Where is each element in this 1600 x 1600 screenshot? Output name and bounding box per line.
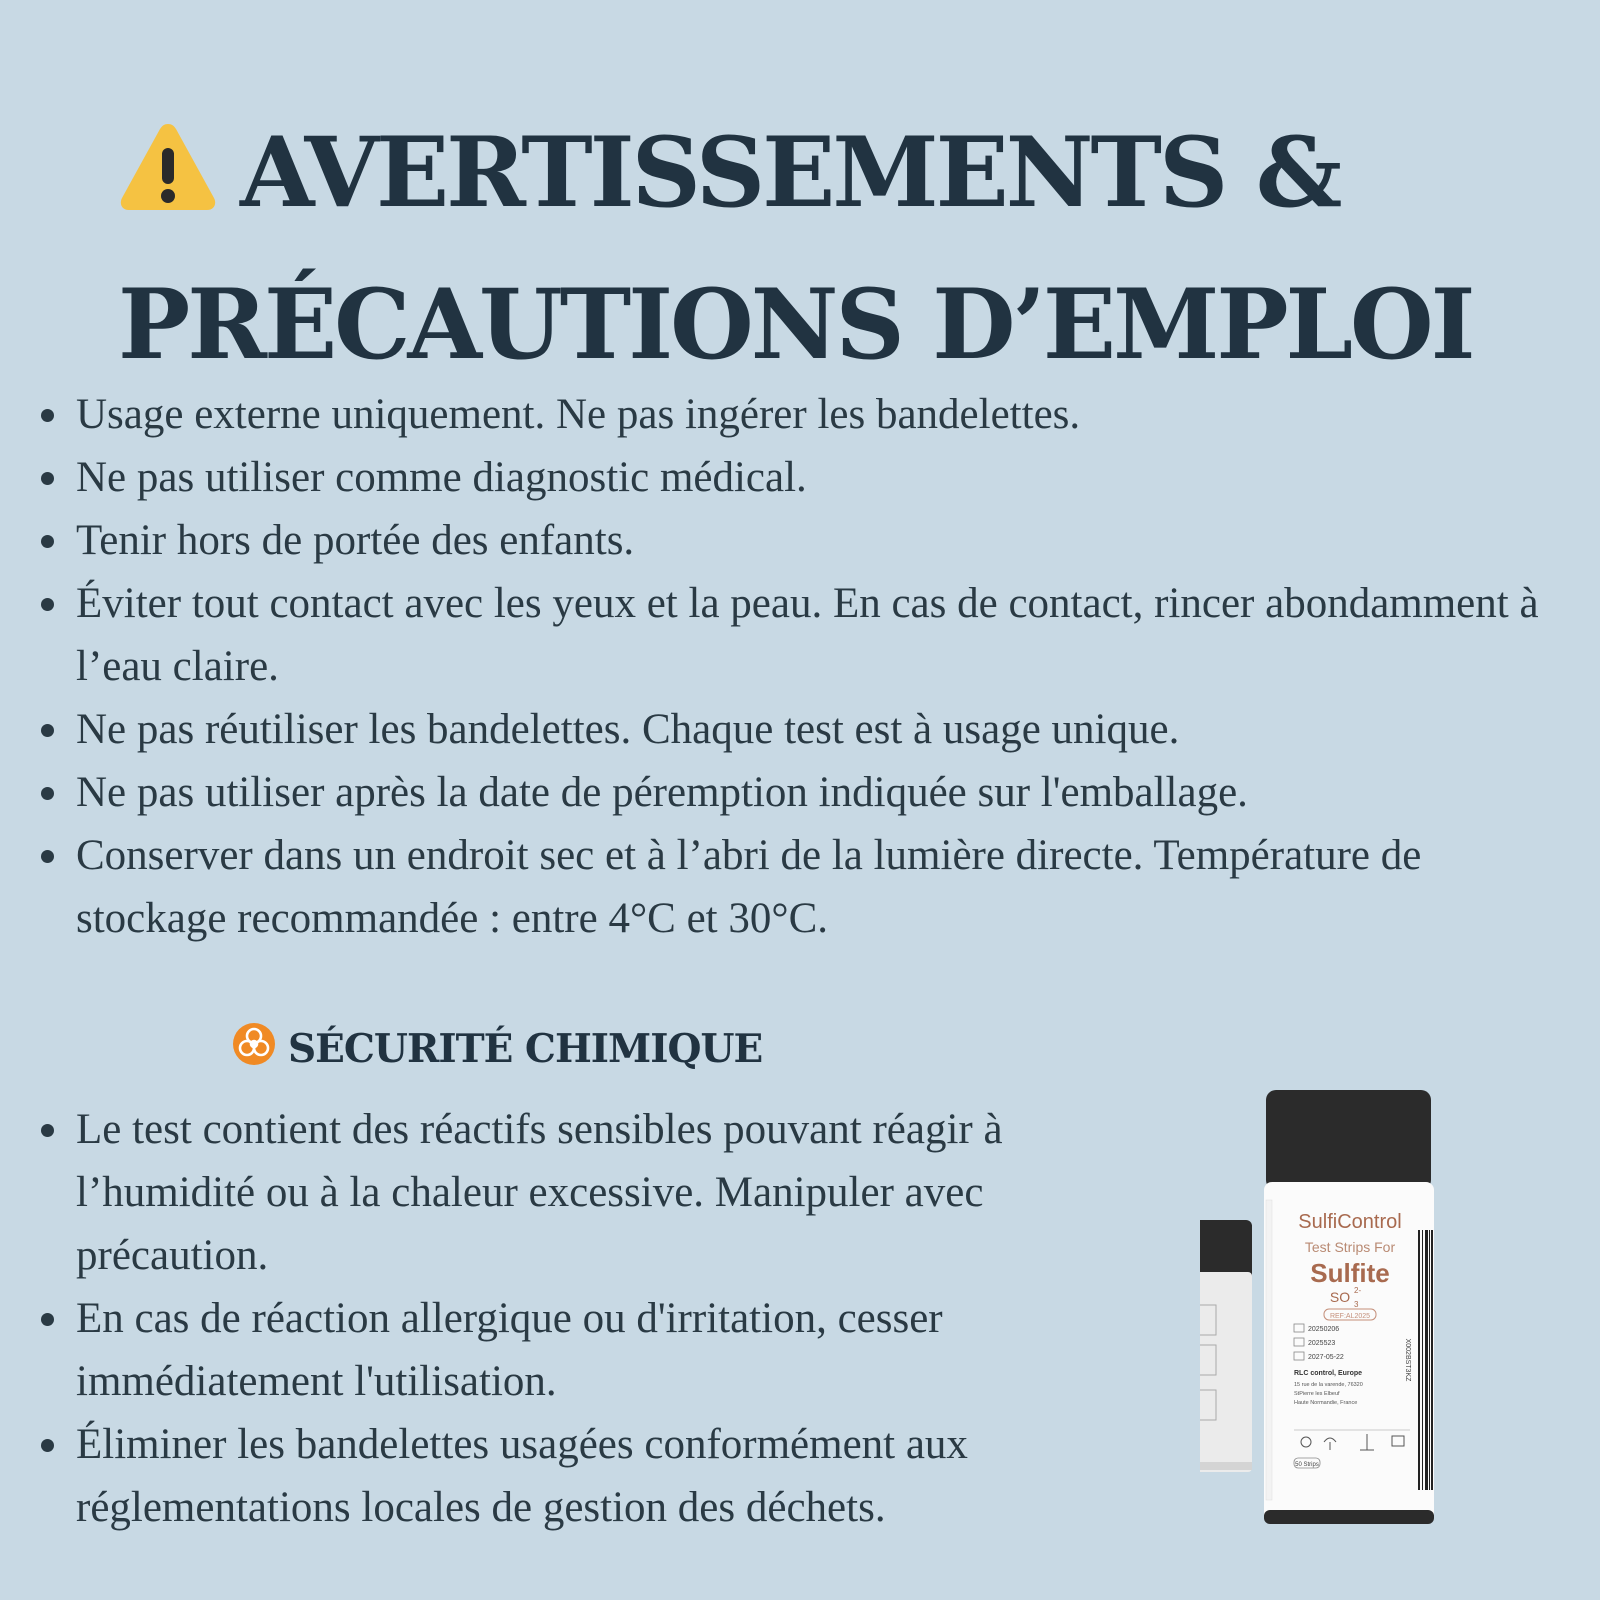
product-ref: REF:AL2025 xyxy=(1329,1313,1371,1320)
list-item: Conserver dans un endroit sec et à l’abri de la lumière directe. Température de stockage recommandée : entre 4°C et 30°C. xyxy=(40,824,1560,950)
list-item: Éviter tout contact avec les yeux et la peau. En cas de contact, rincer abondamment à l’eau claire. xyxy=(40,572,1560,698)
title-line-2: PRÉCAUTIONS D’EMPLOI xyxy=(118,268,1473,381)
product-name: Sulfite xyxy=(1310,1258,1390,1288)
product-brand: SulfiControl xyxy=(1298,1211,1402,1233)
product-formula-sub: 3 xyxy=(1354,1300,1359,1309)
biohazard-icon xyxy=(232,1022,276,1076)
list-item: Ne pas réutiliser les bandelettes. Chaque test est à usage unique. xyxy=(40,698,1560,761)
product-exp: 2027-05-22 xyxy=(1308,1354,1344,1361)
list-item: En cas de réaction allergique ou d'irritation, cesser immédiatement l'utilisation. xyxy=(40,1287,1160,1413)
product-formula: SO xyxy=(1329,1289,1351,1305)
warning-icon xyxy=(118,106,218,252)
product-image xyxy=(1200,1090,1440,1540)
product-company: RLC control, Europe xyxy=(1294,1370,1363,1377)
product-barcode-text: X002BST3KZ xyxy=(1404,1338,1411,1382)
list-item: Ne pas utiliser comme diagnostic médical. xyxy=(40,446,1560,509)
chemical-safety-title: SÉCURITÉ CHIMIQUE xyxy=(288,1026,763,1072)
product-address-3: Haute Normandie, France xyxy=(1294,1400,1358,1406)
page-title xyxy=(118,100,1558,398)
product-count: 50 Strips xyxy=(1295,1462,1319,1468)
product-lot: 20250206 xyxy=(1308,1326,1340,1333)
product-formula-sup: 2- xyxy=(1354,1286,1362,1295)
title-text-1: AVERTISSEMENTS & xyxy=(240,116,1340,229)
chemical-safety-heading xyxy=(232,1022,762,1076)
list-item: Ne pas utiliser après la date de péremption indiquée sur l'emballage. xyxy=(40,761,1560,824)
list-item: Tenir hors de portée des enfants. xyxy=(40,509,1560,572)
warnings-list xyxy=(40,383,1560,950)
list-item: Le test contient des réactifs sensibles pouvant réagir à l’humidité ou à la chaleur excessive. Manipuler avec précaution. xyxy=(40,1098,1160,1287)
title-line-1 xyxy=(118,100,1558,252)
list-item: Éliminer les bandelettes usagées conformément aux réglementations locales de gestion des déchets. xyxy=(40,1413,1160,1539)
list-item: Usage externe uniquement. Ne pas ingérer les bandelettes. xyxy=(40,383,1560,446)
chemical-safety-list xyxy=(40,1098,1160,1539)
product-address-1: 15 rue de la varende, 76320 xyxy=(1294,1382,1363,1388)
product-mfg: 2025523 xyxy=(1308,1340,1336,1347)
product-address-2: StPierre les Elbeuf xyxy=(1294,1391,1340,1397)
product-subtitle: Test Strips For xyxy=(1304,1239,1396,1255)
